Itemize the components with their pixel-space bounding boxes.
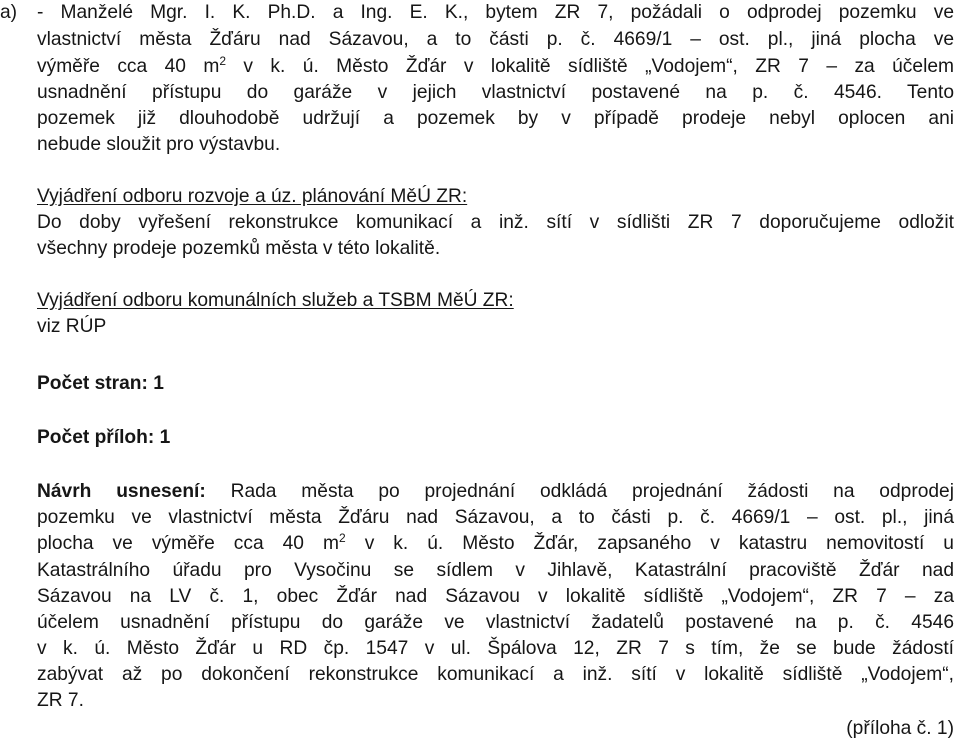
rozvoj-text-line: všechny prodeje pozemků města v této lokalitě. (37, 238, 441, 259)
item-text-line: vlastnictví města Žďáru nad Sázavou, a to části p. č. 4669/1 – ost. pl., jiná plocha ve (37, 29, 954, 50)
item-text-line: usnadnění přístupu do garáže v jejich vlastnictví postavené na p. č. 4546. Tento (37, 82, 954, 103)
navrh-text-line: ZR 7. (37, 690, 84, 711)
navrh-text-line: Sázavou na LV č. 1, obec Žďár nad Sázavou v lokalitě sídliště „Vodojem“, ZR 7 – za (37, 586, 954, 607)
navrh-label: Návrh usnesení: (37, 481, 206, 502)
attachment-reference: (příloha č. 1) (846, 718, 954, 739)
attachment-count: Počet příloh: 1 (37, 427, 171, 448)
section-heading-rozvoj: Vyjádření odboru rozvoje a úz. plánování MěÚ ZR: (37, 186, 468, 207)
navrh-text-line: pozemku ve vlastnictví města Žďáru nad Sázavou, a to části p. č. 4669/1 – ost. pl., jiná (37, 507, 954, 528)
navrh-text-line: plocha ve výměře cca 40 $m^2$ v k. ú. Město Žďár, zapsaného v katastru nemovitostí u (37, 531, 954, 554)
navrh-text-line: účelem usnadnění přístupu do garáže ve vlastnictví žadatelů postavené na p. č. 4546 (37, 612, 954, 633)
navrh-text-line: v k. ú. Město Žďár u RD čp. 1547 v ul. Špálova 12, ZR 7 s tím, že se bude žádostí (37, 638, 954, 659)
item-text-line: nebude sloužit pro výstavbu. (37, 134, 281, 155)
item-label: a) (0, 2, 18, 23)
page-count: Počet stran: 1 (37, 373, 164, 394)
item-text-line: - Manželé Mgr. I. K. Ph.D. a Ing. E. K., bytem ZR 7, požádali o odprodej pozemku ve (37, 2, 954, 23)
rozvoj-text-line: Do doby vyřešení rekonstrukce komunikací a inž. sítí v sídlišti ZR 7 doporučujeme odložit (37, 212, 954, 233)
item-text-line: výměře cca 40 $m^2$ v k. ú. Město Žďár v lokalitě sídliště „Vodojem“, ZR 7 – za účelem (37, 54, 954, 77)
navrh-text-line: zabývat až po dokončení rekonstrukce komunikací a inž. sítí v lokalitě sídliště „Vodojem“, (37, 664, 954, 685)
navrh-text-line: Katastrálního úřadu pro Vysočinu se sídlem v Jihlavě, Katastrální pracoviště Žďár nad (37, 560, 954, 581)
navrh-text-line: Návrh usnesení: Rada města po projednání odkládá projednání žádosti na odprodej (37, 481, 954, 502)
item-text-line: pozemek již dlouhodobě udržují a pozemek by v případě prodeje nebyl oplocen ani (37, 108, 954, 129)
section-heading-komunal: Vyjádření odboru komunálních služeb a TSBM MěÚ ZR: (37, 290, 514, 311)
komunal-text: viz RÚP (37, 316, 107, 337)
